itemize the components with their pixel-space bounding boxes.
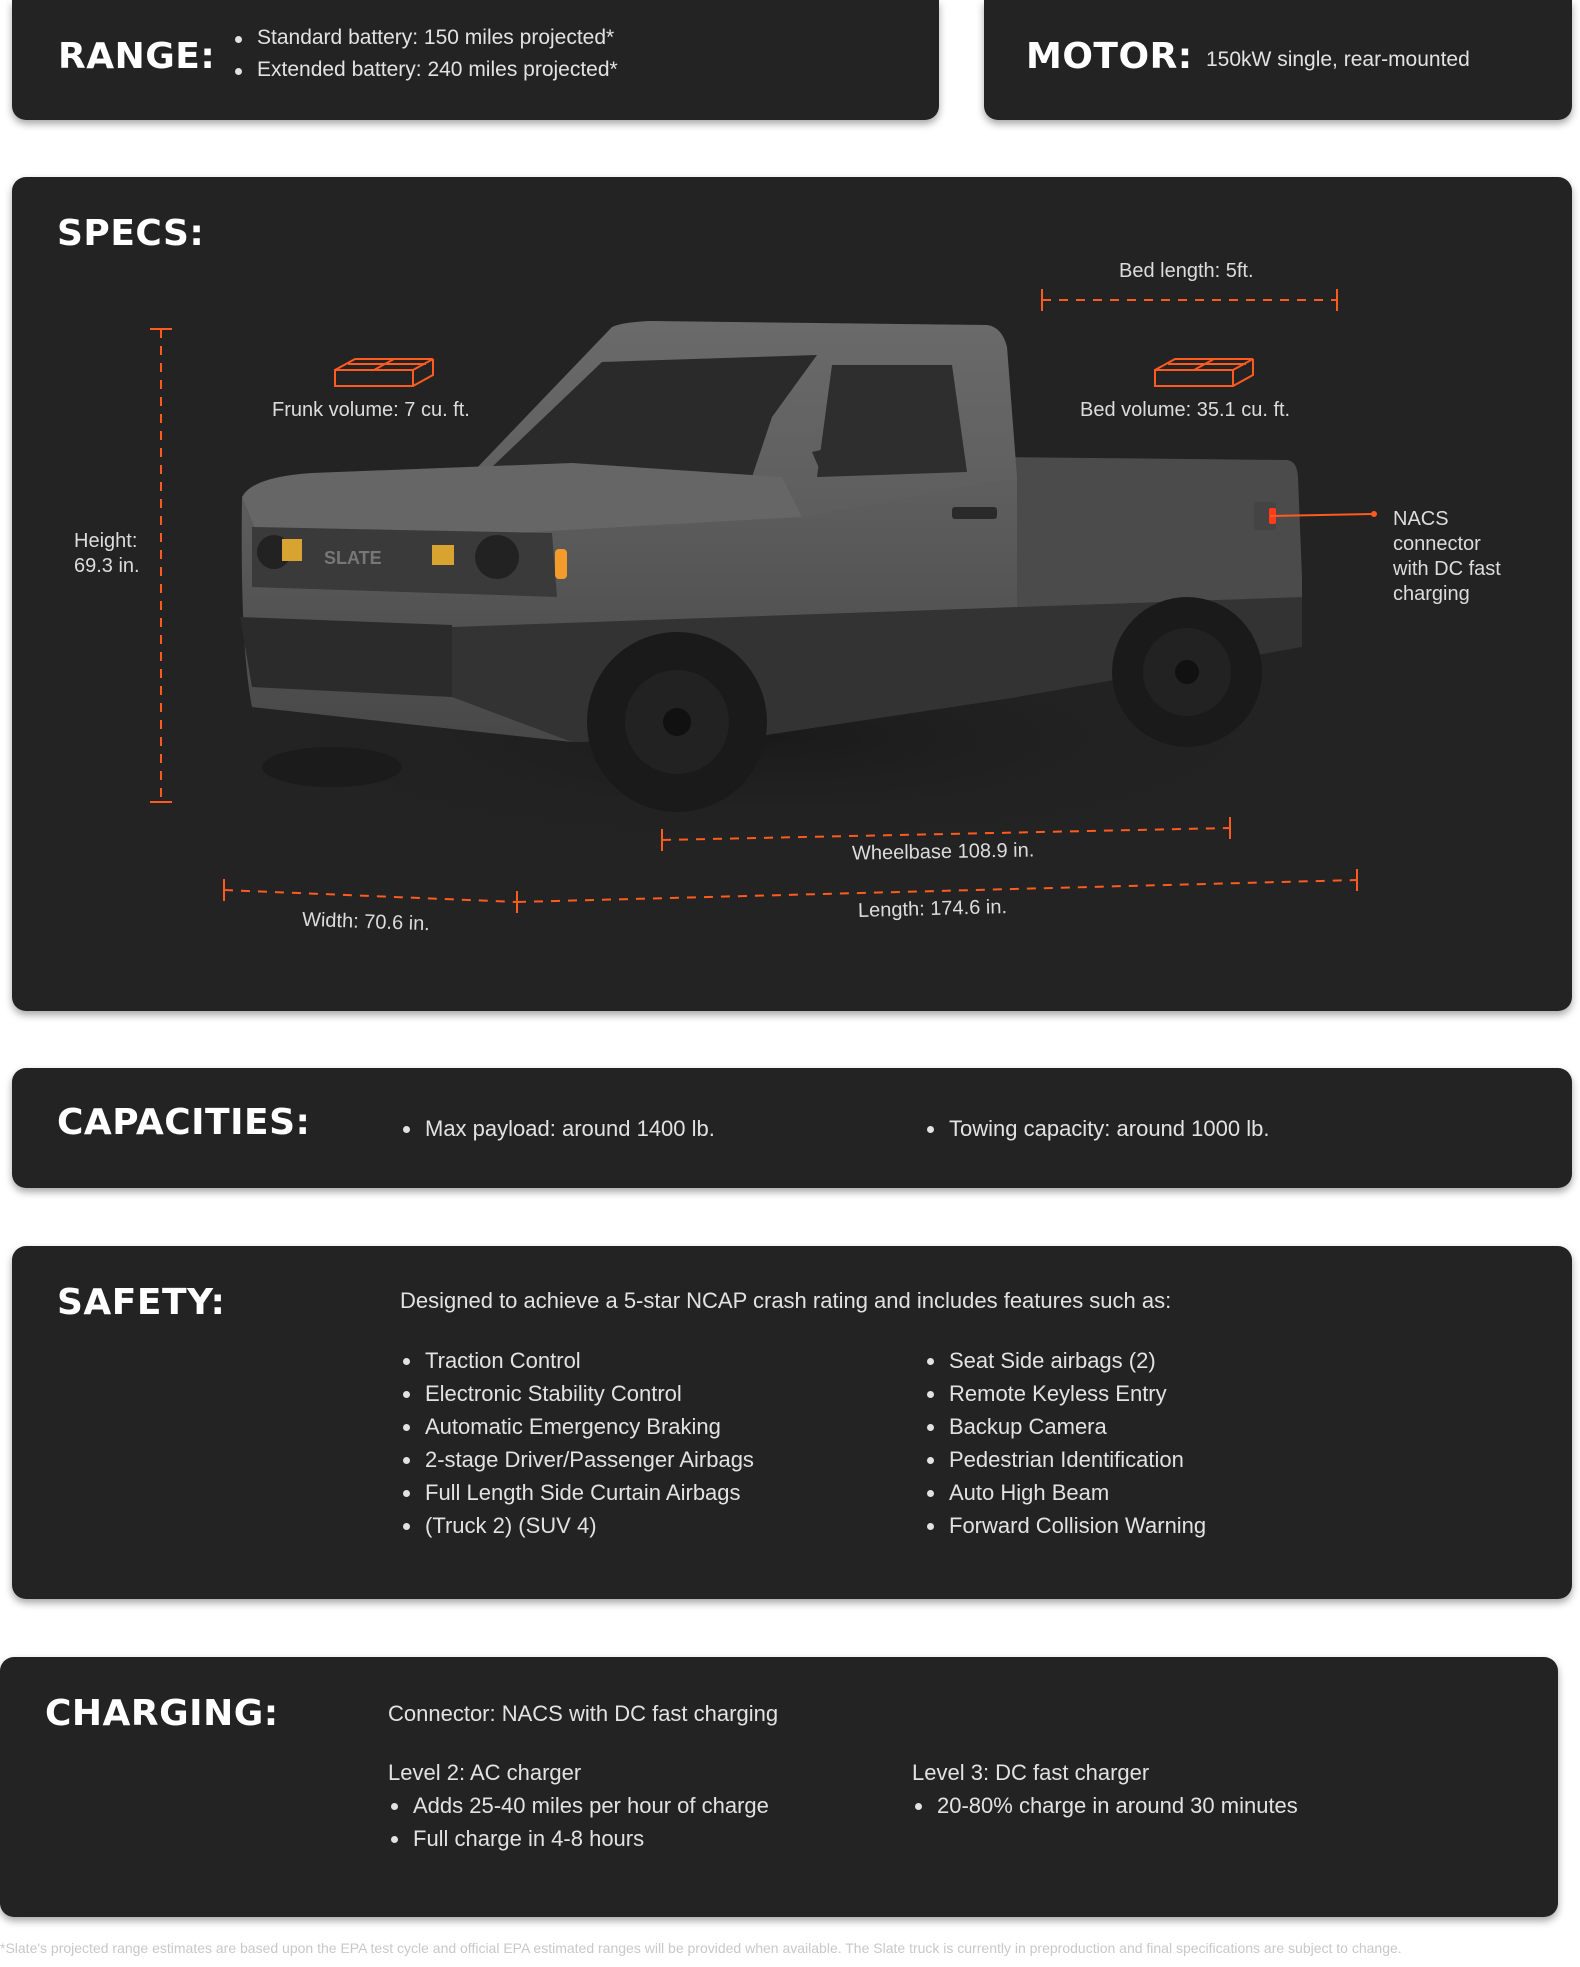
range-card [12, 0, 939, 120]
safety-list-right [924, 1344, 1206, 1542]
list-item: Full charge in 4-8 hours [388, 1822, 769, 1855]
list-item: (Truck 2) (SUV 4) [400, 1509, 754, 1542]
motor-card [984, 0, 1572, 120]
truck-badge: SLATE [324, 548, 382, 568]
nacs-label-line: with DC fast [1393, 558, 1501, 580]
bed-length-label: Bed length: 5ft. [1119, 260, 1254, 282]
list-item: Pedestrian Identification [924, 1443, 1206, 1476]
range-heading: RANGE: [58, 36, 216, 77]
box-icon [335, 359, 433, 386]
list-item: Forward Collision Warning [924, 1509, 1206, 1542]
range-list [232, 22, 618, 86]
list-item: Max payload: around 1400 lb. [400, 1112, 715, 1145]
list-item: Automatic Emergency Braking [400, 1410, 754, 1443]
charging-connector: Connector: NACS with DC fast charging [388, 1701, 779, 1726]
list-item: Adds 25-40 miles per hour of charge [388, 1789, 769, 1822]
safety-intro: Designed to achieve a 5-star NCAP crash rating and includes features such as: [400, 1288, 1172, 1313]
list-item: Electronic Stability Control [400, 1377, 754, 1410]
nacs-label [1393, 507, 1501, 607]
safety-list-left [400, 1344, 754, 1542]
level3-title: Level 3: DC fast charger [912, 1760, 1150, 1785]
motor-value: 150kW single, rear-mounted [1206, 48, 1470, 71]
list-item: Backup Camera [924, 1410, 1206, 1443]
footer-disclaimer: *Slate's projected range estimates are based upon the EPA test cycle and official EPA estimated ranges will be provided when available. The Slate truck is currently in preproduction and final specifications are subject to change. [0, 1940, 1402, 1956]
list-item: 2-stage Driver/Passenger Airbags [400, 1443, 754, 1476]
charging-card [0, 1657, 1558, 1917]
list-item: Traction Control [400, 1344, 754, 1377]
charging-heading: CHARGING: [45, 1693, 279, 1734]
nacs-label-line: NACS [1393, 508, 1449, 530]
list-item: Remote Keyless Entry [924, 1377, 1206, 1410]
capacities-list-left [400, 1112, 715, 1145]
specs-heading: SPECS: [57, 213, 205, 254]
length-label: Length: 174.6 in. [857, 896, 1008, 922]
height-label-line: Height: [74, 530, 138, 552]
specs-card [12, 177, 1572, 1011]
level2-list [388, 1789, 769, 1855]
list-item: 20-80% charge in around 30 minutes [912, 1789, 1298, 1822]
nacs-label-line: connector [1393, 533, 1481, 555]
motor-heading: MOTOR: [1026, 36, 1193, 77]
width-label: Width: 70.6 in. [301, 908, 431, 936]
list-item: Full Length Side Curtain Airbags [400, 1476, 754, 1509]
list-item: Extended battery: 240 miles projected* [232, 54, 618, 86]
list-item: Towing capacity: around 1000 lb. [924, 1112, 1269, 1145]
list-item: Auto High Beam [924, 1476, 1206, 1509]
bed-volume-label: Bed volume: 35.1 cu. ft. [1080, 399, 1291, 421]
safety-card [12, 1246, 1572, 1599]
box-icon [1155, 359, 1253, 386]
level2-title: Level 2: AC charger [388, 1760, 582, 1785]
capacities-card [12, 1068, 1572, 1188]
level3-list [912, 1789, 1298, 1822]
height-label [74, 529, 140, 579]
safety-heading: SAFETY: [57, 1282, 226, 1323]
list-item: Standard battery: 150 miles projected* [232, 22, 618, 54]
height-label-line: 69.3 in. [74, 555, 140, 577]
frunk-volume-label: Frunk volume: 7 cu. ft. [272, 399, 470, 421]
truck-illustration [12, 177, 1572, 1011]
capacities-heading: CAPACITIES: [57, 1102, 311, 1143]
list-item: Seat Side airbags (2) [924, 1344, 1206, 1377]
wheelbase-label: Wheelbase 108.9 in. [851, 839, 1035, 865]
capacities-list-right [924, 1112, 1269, 1145]
nacs-label-line: charging [1393, 583, 1470, 605]
